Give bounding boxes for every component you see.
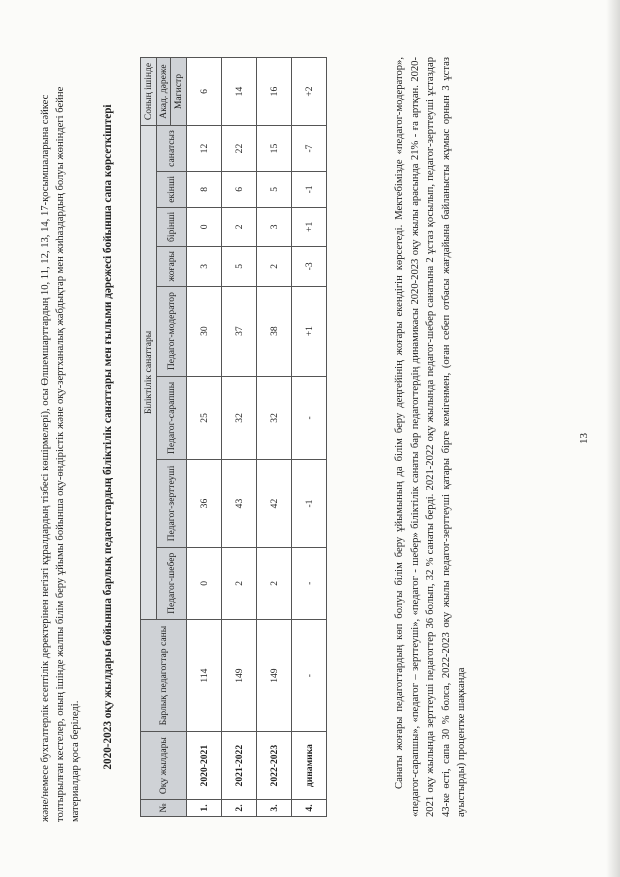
cell: +1 bbox=[292, 286, 327, 376]
cell: 36 bbox=[187, 460, 222, 547]
col-header-year: Оқу жылдары bbox=[141, 732, 187, 800]
qualification-table bbox=[140, 57, 327, 817]
cell: - bbox=[292, 619, 327, 732]
col-group-categories: Біліктілік санаттары bbox=[141, 126, 157, 620]
cell: 32 bbox=[222, 376, 257, 460]
table-row bbox=[222, 58, 257, 817]
col-header-total: Барлық педагогтар саны bbox=[141, 619, 187, 732]
cell: 30 bbox=[187, 286, 222, 376]
cell: 2022-2023 bbox=[257, 732, 292, 800]
cell: 14 bbox=[222, 58, 257, 126]
col-header-no: № bbox=[141, 799, 187, 816]
cell: 32 bbox=[257, 376, 292, 460]
cell: 6 bbox=[222, 172, 257, 208]
col-header-c1: Педагог-шебер bbox=[157, 547, 187, 619]
cell: 5 bbox=[222, 247, 257, 287]
col-group-including: Соның ішінде bbox=[141, 58, 157, 126]
cell: 149 bbox=[222, 619, 257, 732]
col-header-c4: Педагог-модератор bbox=[157, 286, 187, 376]
cell: 2 bbox=[222, 547, 257, 619]
table-row bbox=[187, 58, 222, 817]
cell: 149 bbox=[257, 619, 292, 732]
cell: - bbox=[292, 376, 327, 460]
cell: +2 bbox=[292, 58, 327, 126]
cell: 2020-2021 bbox=[187, 732, 222, 800]
cell: 37 bbox=[222, 286, 257, 376]
cell: 6 bbox=[187, 58, 222, 126]
cell: 12 bbox=[187, 126, 222, 172]
cell: 2 bbox=[222, 207, 257, 246]
cell: 3 bbox=[187, 247, 222, 287]
cell: 2 bbox=[257, 547, 292, 619]
cell: 2. bbox=[222, 799, 257, 816]
cell: 43 bbox=[222, 460, 257, 547]
col-header-c5: жоғары bbox=[157, 247, 187, 287]
col-header-c3: Педагог-сарапшы bbox=[157, 376, 187, 460]
cell: 2021-2022 bbox=[222, 732, 257, 800]
cell: 42 bbox=[257, 460, 292, 547]
table-title: 2020-2023 оқу жылдары бойынша барлық педагогтардың біліктілік санаттары мен ғылыми дәрежесі бойынша сапа көрсеткіштері bbox=[102, 104, 114, 770]
cell: +1 bbox=[292, 207, 327, 246]
col-header-c9-sub: Акад. дәреже bbox=[157, 58, 171, 125]
cell: 1. bbox=[187, 799, 222, 816]
cell: 5 bbox=[257, 172, 292, 208]
cell: 15 bbox=[257, 126, 292, 172]
col-header-c9-main: Магистр bbox=[173, 73, 184, 110]
cell: -1 bbox=[292, 172, 327, 208]
cell: -3 bbox=[292, 247, 327, 287]
cell: 3 bbox=[257, 207, 292, 246]
cell: динамика bbox=[292, 732, 327, 800]
body-paragraph: Санаты жоғары педагогтардың көп болуы білім беру ұйымының да білім беру деңгейінің жоғары екендігін көрсетеді. Мектебімізде «педагог-модератор», «педагог-сарапшы», «педагог – зерттеуші», «педагог - шебер» біліктілік санаты бар педагогтердің динамикасы 2020-2023 оқу жылы арасында 21% - ға артқан. 2020-2021 оқу жылында зерттеуші педагогтер 36 болып, 32 % санаты берді. 2021-2022 оқу жылында педагог-шебер санатына 2 ұстаз қосылып, педагог-зерттеуші ұстаздар 43-ке өсті, сапа 30 % болса, 2022-2023 оқу жылы педагог-зерттеуші қатары бірге кемігенмен, (оған себеп отбасы жағдайына байланысты жұмыс орнын 3 ұстаз ауыстырды) процентке шақканда bbox=[394, 57, 467, 817]
table-row bbox=[257, 58, 292, 817]
cell: 4. bbox=[292, 799, 327, 816]
cell: - bbox=[292, 547, 327, 619]
intro-paragraph: және/немесе бухгалтерлік есептілік деректерінен негізгі құралдардың тізбесі көшірмелері), осы Өлшемшарттардың 10, 11, 12, 13, 14, 17-қосымшаларына сәйкес толтырылған кестелер, оның ішінде жалпы білім беру ұйымы бойынша оқу-өндірістік және оқу-зертханалық жабдықтар мен жиһаздардың болуы жөніндегі бейне материалдар қоса беріледі. bbox=[40, 86, 81, 822]
col-header-c6: бірінші bbox=[157, 207, 187, 246]
cell: 3. bbox=[257, 799, 292, 816]
cell: 22 bbox=[222, 126, 257, 172]
cell: -1 bbox=[292, 460, 327, 547]
col-header-c7: екінші bbox=[157, 172, 187, 208]
cell: 16 bbox=[257, 58, 292, 126]
col-header-c2: Педагог-зерттеуші bbox=[157, 460, 187, 547]
cell: 114 bbox=[187, 619, 222, 732]
cell: 0 bbox=[187, 207, 222, 246]
table-row bbox=[292, 58, 327, 817]
cell: 2 bbox=[257, 247, 292, 287]
page-number: 13 bbox=[578, 433, 590, 444]
page-edge-shadow bbox=[606, 0, 620, 877]
cell: 25 bbox=[187, 376, 222, 460]
col-header-c9 bbox=[157, 58, 187, 126]
cell: -7 bbox=[292, 126, 327, 172]
cell: 38 bbox=[257, 286, 292, 376]
cell: 0 bbox=[187, 547, 222, 619]
col-header-c8: санатсыз bbox=[157, 126, 187, 172]
cell: 8 bbox=[187, 172, 222, 208]
